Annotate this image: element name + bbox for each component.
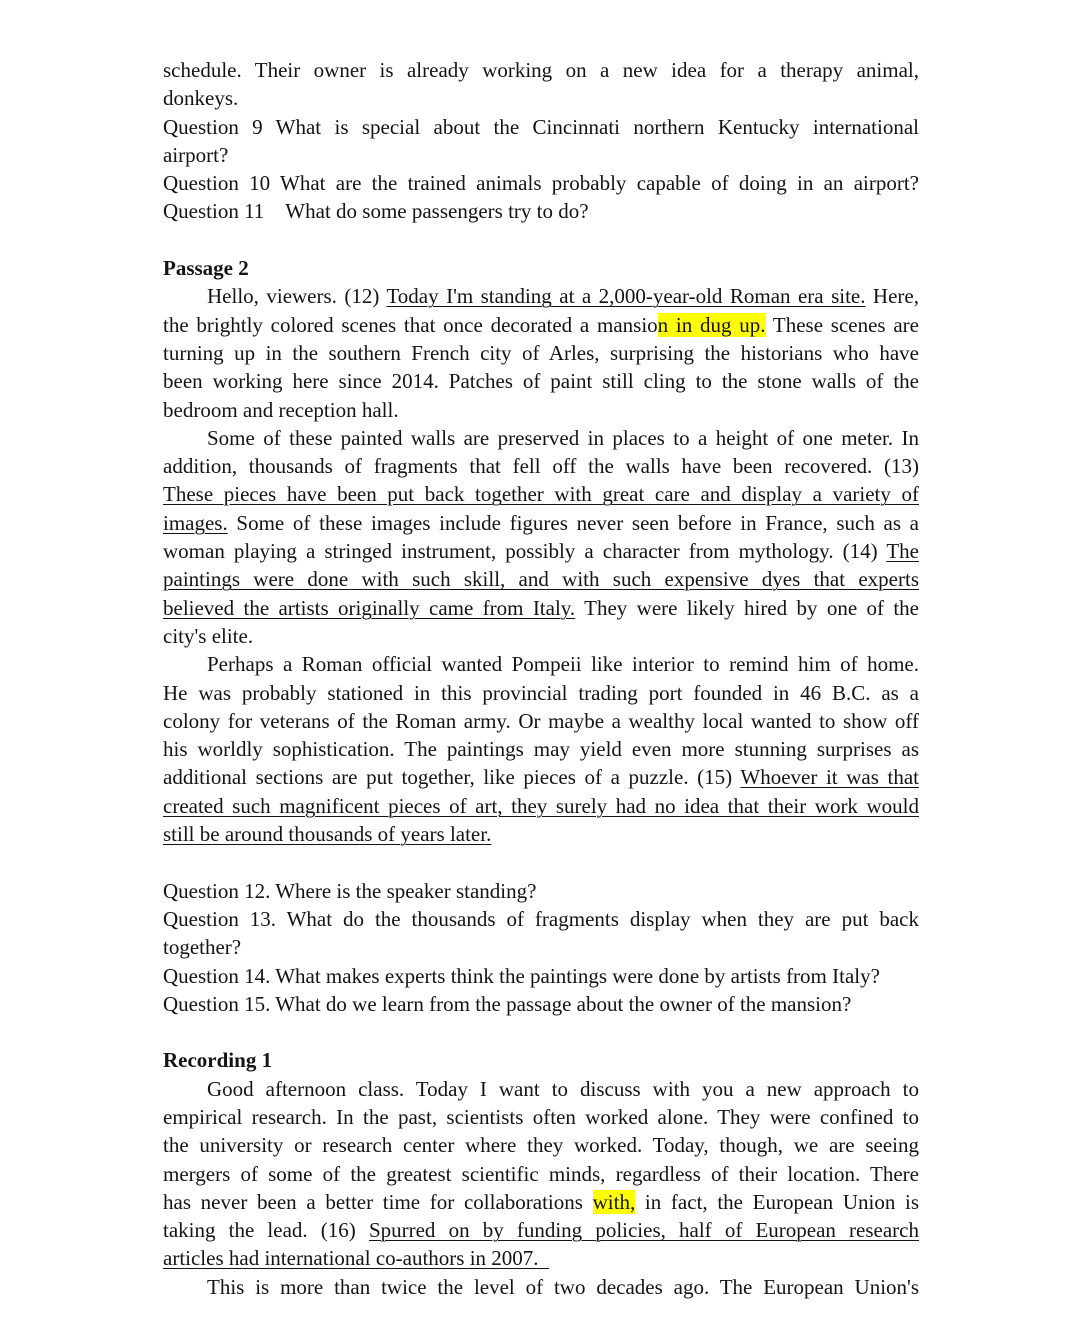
- text-run: together?: [163, 935, 242, 960]
- text-run: colony for veterans of the Roman army. Or maybe a wealthy local wanted to show off: [163, 708, 919, 733]
- recording1-text: [163, 1075, 919, 1301]
- text-line: [163, 650, 919, 678]
- text-line: [163, 565, 919, 593]
- text-line: [163, 962, 919, 990]
- underlined-answer-text: These pieces have been put back together with great care and display a variety of: [163, 482, 919, 507]
- text-line: [163, 594, 919, 622]
- recording1-heading: Recording 1: [163, 1048, 273, 1073]
- text-run: woman playing a stringed instrument, possibly a character from mythology. (14): [163, 539, 887, 564]
- text-run: addition, thousands of fragments that fell off the walls have been recovered. (13): [163, 454, 919, 479]
- text-run: This is more than twice the level of two decades ago. The European Union's: [207, 1274, 919, 1299]
- blank-line: [163, 1018, 919, 1046]
- paragraph: [163, 424, 919, 650]
- text-line: [163, 480, 919, 508]
- text-run: been working here since 2014. Patches of paint still cling to the stone walls of the: [163, 369, 919, 394]
- underlined-answer-text: Today I'm standing at a 2,000-year-old Roman era site.: [386, 284, 866, 309]
- text-line: [163, 396, 919, 424]
- text-run: taking the lead. (16): [163, 1218, 369, 1243]
- text-line: [163, 311, 919, 339]
- highlighted-text: n in dug up.: [657, 312, 766, 337]
- text-line: [163, 424, 919, 452]
- text-line: [163, 990, 919, 1018]
- text-line: [163, 1075, 919, 1103]
- text-line: [163, 537, 919, 565]
- text-run: Good afternoon class. Today I want to discuss with you a new approach to: [207, 1076, 919, 1101]
- text-run: city's elite.: [163, 623, 254, 648]
- text-line: [163, 792, 919, 820]
- text-run: donkeys.: [163, 86, 239, 111]
- text-run: Hello, viewers. (12): [207, 284, 387, 309]
- text-run: mergers of some of the greatest scientific minds, regardless of their location. There: [163, 1161, 919, 1186]
- text-line: [163, 169, 919, 197]
- text-line: [163, 905, 919, 933]
- text-line: [163, 763, 919, 791]
- text-run: Question 14. What makes experts think the paintings were done by artists from Italy?: [163, 963, 880, 988]
- text-line: [163, 452, 919, 480]
- text-run: schedule. Their owner is already working on a new idea for a therapy animal,: [163, 58, 919, 82]
- text-run: has never been a better time for collaborations: [163, 1189, 593, 1214]
- text-line: [163, 282, 919, 310]
- paragraph: [163, 1273, 919, 1301]
- text-run: his worldly sophistication. The paintings may yield even more stunning surprises as: [163, 737, 919, 762]
- blank-line: [163, 848, 919, 876]
- text-run: Some of these images include figures never seen before in France, such as a: [227, 510, 919, 535]
- text-line: [163, 84, 919, 112]
- text-line: [163, 197, 919, 225]
- text-line: [163, 1188, 919, 1216]
- underlined-answer-text: created such magnificent pieces of art, they surely had no idea that their work would: [163, 793, 919, 818]
- text-run: Here,: [865, 284, 919, 309]
- text-run: Question 13. What do the thousands of fragments display when they are put back: [163, 906, 919, 931]
- text-line: [163, 1273, 919, 1301]
- underlined-answer-text: images.: [163, 510, 228, 535]
- paragraph: [163, 650, 919, 848]
- underlined-answer-text: still be around thousands of years later.: [163, 822, 492, 847]
- passage2-heading: Passage 2: [163, 256, 249, 281]
- text-run: They were likely hired by one of the: [575, 595, 919, 620]
- underlined-answer-text: The: [886, 539, 919, 564]
- passage1-ending: [163, 56, 919, 226]
- text-run: airport?: [163, 142, 229, 167]
- text-line: [163, 367, 919, 395]
- text-line: [163, 877, 919, 905]
- passage2-text: [163, 282, 919, 848]
- text-run: Some of these painted walls are preserved in places to a height of one meter. In: [207, 425, 919, 450]
- text-line: [163, 735, 919, 763]
- text-line: [163, 1131, 919, 1159]
- text-line: [163, 679, 919, 707]
- blank-line: [163, 226, 919, 254]
- text-run: Perhaps a Roman official wanted Pompeii like interior to remind him of home.: [207, 652, 919, 677]
- text-run: bedroom and reception hall.: [163, 397, 399, 422]
- highlighted-text: with,: [592, 1189, 636, 1214]
- text-line: [163, 141, 919, 169]
- text-line: [163, 1244, 919, 1272]
- text-line: [163, 1103, 919, 1131]
- text-line: [163, 820, 919, 848]
- underlined-answer-text: articles had international co-authors in 2007.: [163, 1246, 550, 1271]
- text-run: additional sections are put together, like pieces of a puzzle. (15): [163, 765, 741, 790]
- text-run: the brightly colored scenes that once decorated a mansio: [163, 312, 658, 337]
- text-line: [163, 339, 919, 367]
- underlined-answer-text: Whoever it was that: [740, 765, 919, 790]
- text-run: in fact, the European Union is: [635, 1189, 920, 1214]
- text-line: [163, 707, 919, 735]
- text-line: [163, 622, 919, 650]
- underlined-answer-text: paintings were done with such skill, and with such expensive dyes that experts: [163, 567, 919, 592]
- text-run: empirical research. In the past, scientists often worked alone. They were confined to: [163, 1104, 919, 1129]
- text-line: [163, 1160, 919, 1188]
- text-run: Question 12. Where is the speaker standing?: [163, 878, 537, 903]
- text-run: Question 11 What do some passengers try to do?: [163, 199, 589, 224]
- text-line: [163, 1216, 919, 1244]
- text-run: Question 10 What are the trained animals probably capable of doing in an airport?: [163, 171, 919, 196]
- paragraph: [163, 1075, 919, 1273]
- underlined-answer-text: believed the artists originally came from Italy.: [163, 595, 576, 620]
- text-line: [163, 509, 919, 537]
- text-run: These scenes are: [765, 312, 919, 337]
- text-run: the university or research center where they worked. Today, though, we are seeing: [163, 1133, 919, 1158]
- text-line: [163, 933, 919, 961]
- document-body: [163, 56, 919, 1301]
- passage2-questions: [163, 877, 919, 1018]
- text-run: turning up in the southern French city of Arles, surprising the historians who have: [163, 340, 919, 365]
- text-line: [163, 56, 919, 84]
- text-run: Question 9 What is special about the Cincinnati northern Kentucky international: [163, 114, 919, 139]
- text-run: Question 15. What do we learn from the passage about the owner of the mansion?: [163, 991, 852, 1016]
- underlined-answer-text: Spurred on by funding policies, half of European research: [368, 1218, 920, 1243]
- paragraph: [163, 282, 919, 423]
- text-run: He was probably stationed in this provincial trading port founded in 46 B.C. as a: [163, 680, 919, 705]
- text-line: [163, 113, 919, 141]
